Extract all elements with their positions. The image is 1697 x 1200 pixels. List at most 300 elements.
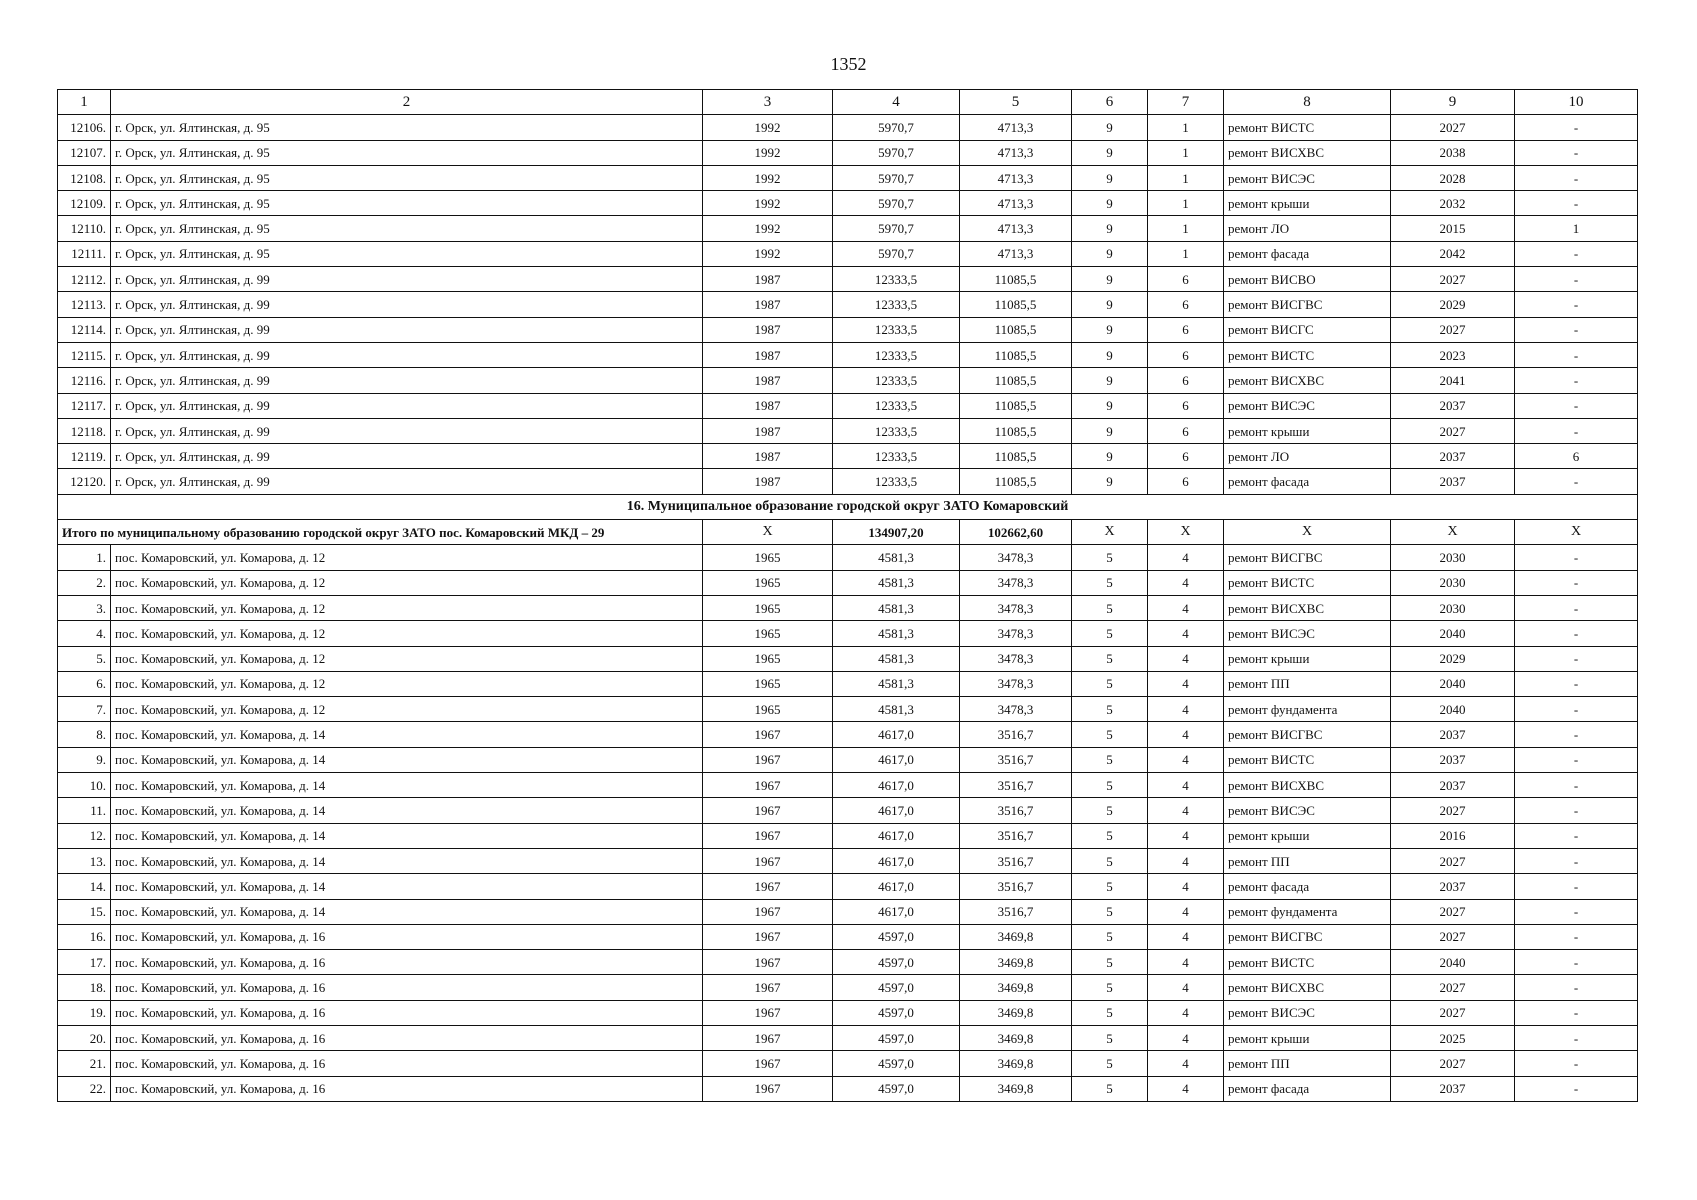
table-row xyxy=(58,469,1638,494)
table-cell: 5 xyxy=(1072,722,1148,747)
table-cell: 9 xyxy=(1072,469,1148,494)
table-cell: 3469,8 xyxy=(960,975,1072,1000)
table-cell: 9 xyxy=(1072,444,1148,469)
table-cell: 4617,0 xyxy=(833,747,960,772)
table-cell: 2037 xyxy=(1391,722,1515,747)
table-cell: 3469,8 xyxy=(960,1051,1072,1076)
table-cell: 4 xyxy=(1148,671,1224,696)
table-cell: 5 xyxy=(1072,899,1148,924)
table-cell: - xyxy=(1515,848,1638,873)
table-cell: - xyxy=(1515,798,1638,823)
table-cell: - xyxy=(1515,1000,1638,1025)
table-cell: 9 xyxy=(1072,267,1148,292)
table-cell: 3469,8 xyxy=(960,924,1072,949)
total-cell: Х xyxy=(1148,520,1224,545)
page-number: 1352 xyxy=(830,54,867,74)
table-cell: 1987 xyxy=(703,444,833,469)
table-cell: 1. xyxy=(58,545,111,570)
table-cell: 1 xyxy=(1148,115,1224,140)
table-cell: пос. Комаровский, ул. Комарова, д. 14 xyxy=(111,899,703,924)
table-cell: 5 xyxy=(1072,1051,1148,1076)
table-cell: ремонт крыши xyxy=(1224,191,1391,216)
table-cell: ремонт фасада xyxy=(1224,1076,1391,1101)
table-cell: 1965 xyxy=(703,671,833,696)
table-row xyxy=(58,722,1638,747)
table-cell: 3478,3 xyxy=(960,646,1072,671)
table-cell: 1 xyxy=(1148,140,1224,165)
table-cell: 12333,5 xyxy=(833,342,960,367)
table-cell: ремонт ВИСТС xyxy=(1224,115,1391,140)
table-cell: пос. Комаровский, ул. Комарова, д. 12 xyxy=(111,621,703,646)
total-row xyxy=(58,520,1638,545)
table-cell: ремонт крыши xyxy=(1224,1025,1391,1050)
table-cell: 4 xyxy=(1148,595,1224,620)
table-cell: ремонт ПП xyxy=(1224,1051,1391,1076)
table-cell: 1992 xyxy=(703,191,833,216)
column-number-cell: 4 xyxy=(833,90,960,115)
table-cell: ремонт ПП xyxy=(1224,848,1391,873)
table-row xyxy=(58,1051,1638,1076)
table-cell: - xyxy=(1515,342,1638,367)
table-cell: г. Орск, ул. Ялтинская, д. 99 xyxy=(111,342,703,367)
table-cell: 3516,7 xyxy=(960,848,1072,873)
table-cell: 2042 xyxy=(1391,241,1515,266)
column-number-cell: 8 xyxy=(1224,90,1391,115)
table-cell: - xyxy=(1515,115,1638,140)
table-cell: 12118. xyxy=(58,418,111,443)
table-cell: 5970,7 xyxy=(833,165,960,190)
table-cell: 4617,0 xyxy=(833,722,960,747)
table-cell: 5970,7 xyxy=(833,241,960,266)
table-cell: 17. xyxy=(58,950,111,975)
table-cell: 6 xyxy=(1148,469,1224,494)
table-cell: 5. xyxy=(58,646,111,671)
table-cell: - xyxy=(1515,1076,1638,1101)
table-cell: г. Орск, ул. Ялтинская, д. 99 xyxy=(111,444,703,469)
table-cell: 1987 xyxy=(703,393,833,418)
table-cell: - xyxy=(1515,165,1638,190)
table-cell: 5 xyxy=(1072,1076,1148,1101)
table-cell: пос. Комаровский, ул. Комарова, д. 16 xyxy=(111,1000,703,1025)
table-cell: 1967 xyxy=(703,975,833,1000)
table-cell: 5970,7 xyxy=(833,140,960,165)
table-cell: - xyxy=(1515,722,1638,747)
table-cell: 2040 xyxy=(1391,671,1515,696)
table-cell: 2027 xyxy=(1391,418,1515,443)
table-cell: 2027 xyxy=(1391,975,1515,1000)
table-cell: ремонт фасада xyxy=(1224,241,1391,266)
table-row xyxy=(58,140,1638,165)
table-cell: - xyxy=(1515,1025,1638,1050)
table-cell: ремонт ВИСХВС xyxy=(1224,140,1391,165)
table-cell: 3469,8 xyxy=(960,1076,1072,1101)
table-row xyxy=(58,444,1638,469)
table-cell: ремонт ВИСГС xyxy=(1224,317,1391,342)
table-row xyxy=(58,874,1638,899)
table-cell: 1987 xyxy=(703,342,833,367)
table-cell: ремонт ВИСЭС xyxy=(1224,1000,1391,1025)
table-cell: 6 xyxy=(1148,368,1224,393)
table-cell: 1967 xyxy=(703,848,833,873)
table-cell: 11. xyxy=(58,798,111,823)
table-cell: 4617,0 xyxy=(833,848,960,873)
table-cell: 1967 xyxy=(703,1000,833,1025)
table-cell: 4 xyxy=(1148,747,1224,772)
table-cell: 1987 xyxy=(703,267,833,292)
table-row xyxy=(58,747,1638,772)
table-cell: ремонт фасада xyxy=(1224,874,1391,899)
table-cell: 4 xyxy=(1148,722,1224,747)
table-cell: 12107. xyxy=(58,140,111,165)
table-cell: - xyxy=(1515,747,1638,772)
table-cell: 12108. xyxy=(58,165,111,190)
table-cell: 2030 xyxy=(1391,570,1515,595)
table-cell: 2040 xyxy=(1391,621,1515,646)
table-cell: 4713,3 xyxy=(960,216,1072,241)
table-cell: пос. Комаровский, ул. Комарова, д. 16 xyxy=(111,1051,703,1076)
table-cell: 2037 xyxy=(1391,773,1515,798)
table-cell: ремонт крыши xyxy=(1224,646,1391,671)
table-cell: 1 xyxy=(1148,165,1224,190)
table-cell: 12117. xyxy=(58,393,111,418)
column-number-cell: 3 xyxy=(703,90,833,115)
table-cell: 2027 xyxy=(1391,1051,1515,1076)
table-cell: пос. Комаровский, ул. Комарова, д. 14 xyxy=(111,722,703,747)
table-cell: 11085,5 xyxy=(960,444,1072,469)
total-cell: Х xyxy=(1224,520,1391,545)
table-cell: 4617,0 xyxy=(833,798,960,823)
table-cell: 1967 xyxy=(703,899,833,924)
table-cell: 16. xyxy=(58,924,111,949)
table-cell: 4617,0 xyxy=(833,874,960,899)
table-cell: 2027 xyxy=(1391,924,1515,949)
table-cell: - xyxy=(1515,292,1638,317)
table-cell: 4617,0 xyxy=(833,773,960,798)
table-cell: 5 xyxy=(1072,950,1148,975)
table-cell: 1967 xyxy=(703,773,833,798)
table-cell: 3469,8 xyxy=(960,1000,1072,1025)
table-cell: г. Орск, ул. Ялтинская, д. 95 xyxy=(111,241,703,266)
table-cell: 5 xyxy=(1072,924,1148,949)
table-cell: 2037 xyxy=(1391,874,1515,899)
table-cell: - xyxy=(1515,621,1638,646)
table-cell: 5 xyxy=(1072,975,1148,1000)
table-cell: 3478,3 xyxy=(960,545,1072,570)
table-cell: 11085,5 xyxy=(960,342,1072,367)
table-row xyxy=(58,646,1638,671)
table-cell: 4 xyxy=(1148,646,1224,671)
table-cell: 4581,3 xyxy=(833,545,960,570)
table-cell: 5 xyxy=(1072,545,1148,570)
table-row xyxy=(58,191,1638,216)
table-cell: ремонт ВИСГВС xyxy=(1224,722,1391,747)
table-cell: 5 xyxy=(1072,1000,1148,1025)
table-cell: 3. xyxy=(58,595,111,620)
table-cell: 4713,3 xyxy=(960,140,1072,165)
table-cell: - xyxy=(1515,469,1638,494)
total-cell: Х xyxy=(1072,520,1148,545)
table-cell: 6 xyxy=(1148,342,1224,367)
table-cell: пос. Комаровский, ул. Комарова, д. 14 xyxy=(111,874,703,899)
table-cell: - xyxy=(1515,241,1638,266)
table-cell: г. Орск, ул. Ялтинская, д. 95 xyxy=(111,216,703,241)
table-cell: ремонт ВИСГВС xyxy=(1224,924,1391,949)
table-cell: 3478,3 xyxy=(960,621,1072,646)
table-cell: ремонт фундамента xyxy=(1224,899,1391,924)
table-cell: 5 xyxy=(1072,671,1148,696)
table-row xyxy=(58,393,1638,418)
table-cell: пос. Комаровский, ул. Комарова, д. 12 xyxy=(111,570,703,595)
table-cell: 5 xyxy=(1072,874,1148,899)
table-cell: ремонт ВИСТС xyxy=(1224,950,1391,975)
table-cell: ремонт ВИСЭС xyxy=(1224,798,1391,823)
table-cell: 4 xyxy=(1148,697,1224,722)
table-cell: 6 xyxy=(1148,418,1224,443)
table-cell: 3516,7 xyxy=(960,722,1072,747)
table-cell: - xyxy=(1515,924,1638,949)
table-cell: 3478,3 xyxy=(960,671,1072,696)
table-cell: 5 xyxy=(1072,747,1148,772)
table-cell: - xyxy=(1515,697,1638,722)
table-cell: 18. xyxy=(58,975,111,1000)
table-cell: 2023 xyxy=(1391,342,1515,367)
table-cell: 1967 xyxy=(703,874,833,899)
section-title: 16. Муниципальное образование городской округ ЗАТО Комаровский xyxy=(58,494,1638,519)
table-cell: 9 xyxy=(1072,165,1148,190)
table-cell: 4 xyxy=(1148,924,1224,949)
table-cell: 11085,5 xyxy=(960,292,1072,317)
table-cell: 12109. xyxy=(58,191,111,216)
table-cell: 4 xyxy=(1148,798,1224,823)
table-cell: 4597,0 xyxy=(833,975,960,1000)
register-table-body xyxy=(58,90,1638,1102)
table-cell: 1987 xyxy=(703,292,833,317)
table-cell: 1992 xyxy=(703,140,833,165)
table-cell: 9 xyxy=(1072,191,1148,216)
total-cell: Х xyxy=(1515,520,1638,545)
table-cell: 4597,0 xyxy=(833,950,960,975)
table-row xyxy=(58,216,1638,241)
table-cell: 9. xyxy=(58,747,111,772)
table-cell: 2038 xyxy=(1391,140,1515,165)
table-cell: 4617,0 xyxy=(833,899,960,924)
table-cell: - xyxy=(1515,950,1638,975)
table-cell: 12333,5 xyxy=(833,469,960,494)
table-cell: ремонт ВИСТС xyxy=(1224,342,1391,367)
table-cell: 6 xyxy=(1148,393,1224,418)
table-cell: пос. Комаровский, ул. Комарова, д. 14 xyxy=(111,798,703,823)
table-cell: 4581,3 xyxy=(833,570,960,595)
table-cell: ремонт фасада xyxy=(1224,469,1391,494)
table-row xyxy=(58,899,1638,924)
table-cell: ремонт ВИСХВС xyxy=(1224,368,1391,393)
table-cell: 12333,5 xyxy=(833,267,960,292)
table-cell: - xyxy=(1515,874,1638,899)
table-cell: 11085,5 xyxy=(960,317,1072,342)
table-cell: 1967 xyxy=(703,950,833,975)
table-cell: 1 xyxy=(1148,241,1224,266)
table-cell: 4 xyxy=(1148,545,1224,570)
table-cell: 14. xyxy=(58,874,111,899)
table-cell: 12333,5 xyxy=(833,317,960,342)
table-cell: 12106. xyxy=(58,115,111,140)
table-cell: г. Орск, ул. Ялтинская, д. 99 xyxy=(111,418,703,443)
table-cell: 4713,3 xyxy=(960,115,1072,140)
table-cell: - xyxy=(1515,646,1638,671)
table-cell: 5970,7 xyxy=(833,216,960,241)
table-cell: 1967 xyxy=(703,1025,833,1050)
table-cell: 2030 xyxy=(1391,545,1515,570)
table-cell: ремонт ЛО xyxy=(1224,444,1391,469)
table-cell: пос. Комаровский, ул. Комарова, д. 12 xyxy=(111,545,703,570)
table-cell: 4597,0 xyxy=(833,1076,960,1101)
table-cell: пос. Комаровский, ул. Комарова, д. 14 xyxy=(111,773,703,798)
table-cell: 4 xyxy=(1148,899,1224,924)
table-cell: - xyxy=(1515,570,1638,595)
table-row xyxy=(58,418,1638,443)
table-cell: - xyxy=(1515,368,1638,393)
column-number-cell: 10 xyxy=(1515,90,1638,115)
table-cell: 4597,0 xyxy=(833,924,960,949)
table-row xyxy=(58,267,1638,292)
table-cell: 11085,5 xyxy=(960,267,1072,292)
table-row xyxy=(58,368,1638,393)
table-cell: 6 xyxy=(1148,444,1224,469)
table-cell: 4581,3 xyxy=(833,595,960,620)
table-cell: ремонт ВИСХВС xyxy=(1224,773,1391,798)
table-cell: 3478,3 xyxy=(960,697,1072,722)
table-cell: 3469,8 xyxy=(960,1025,1072,1050)
table-cell: - xyxy=(1515,267,1638,292)
total-label: Итого по муниципальному образованию городской округ ЗАТО пос. Комаровский МКД – 29 xyxy=(58,520,703,545)
table-cell: 2037 xyxy=(1391,393,1515,418)
table-cell: пос. Комаровский, ул. Комарова, д. 12 xyxy=(111,671,703,696)
table-cell: ремонт фундамента xyxy=(1224,697,1391,722)
table-cell: 1967 xyxy=(703,1051,833,1076)
table-cell: 1965 xyxy=(703,545,833,570)
table-cell: 2032 xyxy=(1391,191,1515,216)
table-cell: 3516,7 xyxy=(960,899,1072,924)
table-row xyxy=(58,342,1638,367)
table-row xyxy=(58,317,1638,342)
table-cell: 1 xyxy=(1515,216,1638,241)
total-cell: Х xyxy=(703,520,833,545)
table-cell: - xyxy=(1515,671,1638,696)
table-cell: - xyxy=(1515,140,1638,165)
total-cell: Х xyxy=(1391,520,1515,545)
table-cell: 22. xyxy=(58,1076,111,1101)
table-cell: 2037 xyxy=(1391,444,1515,469)
table-cell: пос. Комаровский, ул. Комарова, д. 16 xyxy=(111,950,703,975)
table-cell: 12333,5 xyxy=(833,393,960,418)
table-cell: - xyxy=(1515,393,1638,418)
column-number-cell: 7 xyxy=(1148,90,1224,115)
table-cell: пос. Комаровский, ул. Комарова, д. 14 xyxy=(111,848,703,873)
column-number-cell: 1 xyxy=(58,90,111,115)
table-cell: 1987 xyxy=(703,368,833,393)
table-cell: 12120. xyxy=(58,469,111,494)
table-cell: г. Орск, ул. Ялтинская, д. 95 xyxy=(111,165,703,190)
table-cell: 1967 xyxy=(703,823,833,848)
table-row xyxy=(58,595,1638,620)
table-cell: 5970,7 xyxy=(833,191,960,216)
table-cell: пос. Комаровский, ул. Комарова, д. 12 xyxy=(111,646,703,671)
column-number-row xyxy=(58,90,1638,115)
table-cell: 4 xyxy=(1148,1051,1224,1076)
table-cell: 1967 xyxy=(703,747,833,772)
table-cell: 5 xyxy=(1072,1025,1148,1050)
table-cell: 4713,3 xyxy=(960,165,1072,190)
table-row xyxy=(58,165,1638,190)
table-cell: 3478,3 xyxy=(960,570,1072,595)
table-cell: 2028 xyxy=(1391,165,1515,190)
table-cell: 1987 xyxy=(703,469,833,494)
table-cell: - xyxy=(1515,545,1638,570)
table-cell: 4713,3 xyxy=(960,241,1072,266)
table-row xyxy=(58,292,1638,317)
table-cell: 1965 xyxy=(703,646,833,671)
table-cell: 7. xyxy=(58,697,111,722)
table-cell: 4581,3 xyxy=(833,697,960,722)
table-cell: г. Орск, ул. Ялтинская, д. 99 xyxy=(111,267,703,292)
table-cell: 1967 xyxy=(703,798,833,823)
table-cell: 5970,7 xyxy=(833,115,960,140)
table-cell: - xyxy=(1515,418,1638,443)
table-cell: ремонт ВИСХВС xyxy=(1224,595,1391,620)
section-title-row xyxy=(58,494,1638,519)
table-cell: 5 xyxy=(1072,621,1148,646)
table-cell: 5 xyxy=(1072,848,1148,873)
table-cell: 2029 xyxy=(1391,292,1515,317)
table-cell: 2037 xyxy=(1391,1076,1515,1101)
table-cell: 2029 xyxy=(1391,646,1515,671)
table-cell: - xyxy=(1515,975,1638,1000)
column-number-cell: 2 xyxy=(111,90,703,115)
table-cell: - xyxy=(1515,595,1638,620)
table-cell: 12110. xyxy=(58,216,111,241)
table-cell: - xyxy=(1515,823,1638,848)
table-cell: 19. xyxy=(58,1000,111,1025)
table-cell: г. Орск, ул. Ялтинская, д. 99 xyxy=(111,393,703,418)
total-cell: 134907,20 xyxy=(833,520,960,545)
table-cell: 6 xyxy=(1515,444,1638,469)
table-cell: 4 xyxy=(1148,1076,1224,1101)
table-cell: г. Орск, ул. Ялтинская, д. 99 xyxy=(111,317,703,342)
table-cell: ремонт ВИСТС xyxy=(1224,747,1391,772)
table-cell: г. Орск, ул. Ялтинская, д. 95 xyxy=(111,115,703,140)
table-cell: ремонт ВИСВО xyxy=(1224,267,1391,292)
table-cell: 2027 xyxy=(1391,317,1515,342)
table-cell: 6 xyxy=(1148,317,1224,342)
table-row xyxy=(58,241,1638,266)
table-cell: 1 xyxy=(1148,191,1224,216)
table-cell: 2027 xyxy=(1391,267,1515,292)
table-cell: 9 xyxy=(1072,418,1148,443)
table-row xyxy=(58,1076,1638,1101)
table-cell: 4597,0 xyxy=(833,1000,960,1025)
table-cell: 3516,7 xyxy=(960,823,1072,848)
table-cell: г. Орск, ул. Ялтинская, д. 95 xyxy=(111,191,703,216)
table-cell: 11085,5 xyxy=(960,368,1072,393)
column-number-cell: 9 xyxy=(1391,90,1515,115)
table-cell: 1967 xyxy=(703,1076,833,1101)
table-cell: ремонт крыши xyxy=(1224,418,1391,443)
table-cell: ремонт ПП xyxy=(1224,671,1391,696)
table-row xyxy=(58,798,1638,823)
table-cell: 2027 xyxy=(1391,848,1515,873)
table-row xyxy=(58,671,1638,696)
column-number-cell: 5 xyxy=(960,90,1072,115)
